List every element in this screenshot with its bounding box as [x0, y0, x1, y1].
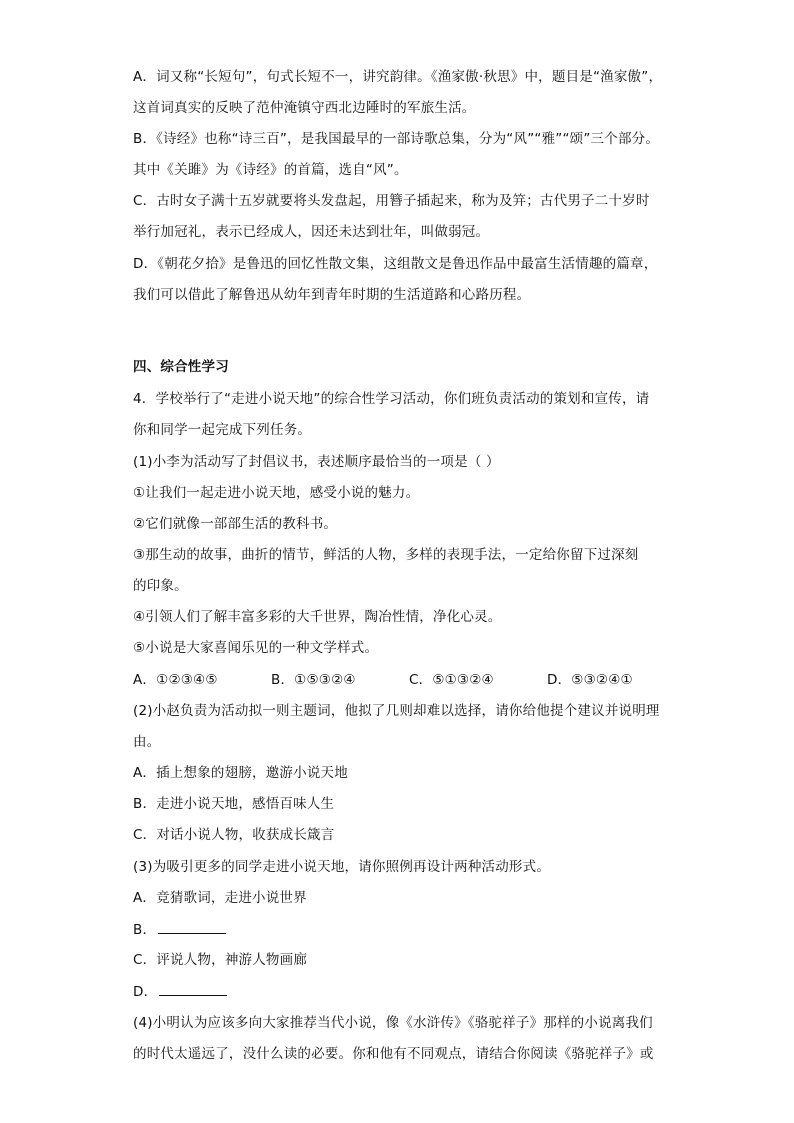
option-c-line-2: 举行加冠礼，表示已经成人，因还未达到壮年，叫做弱冠。: [133, 224, 490, 240]
option-a-line-2: 这首词真实的反映了范仲淹镇守西北边陲时的军旅生活。: [133, 100, 476, 116]
sentence-3-line-2: 的印象。: [133, 578, 188, 594]
sub-question-1-prompt: (1)小李为活动写了封倡议书，表述顺序最恰当的一项是（ ）: [133, 454, 500, 470]
sub-question-4-line-2: 的时代太遥远了，没什么读的必要。你和他有不同观点，请结合你阅读《骆驼祥子》或: [133, 1046, 654, 1062]
theme-option-c: C．对话小说人物，收获成长箴言: [133, 827, 335, 843]
activity-option-c: C．评说人物，神游人物画廊: [133, 952, 308, 968]
question-4-line-2: 你和同学一起完成下列任务。: [133, 422, 312, 438]
theme-option-a: A．插上想象的翅膀，邀游小说天地: [133, 765, 348, 781]
option-c-line-1: C．古时女子满十五岁就要将头发盘起，用簪子插起来，称为及笄；古代男子二十岁时: [133, 193, 650, 209]
sub-question-4-line-1: (4)小明认为应该多向大家推荐当代小说，像《水浒传》《骆驼祥子》那样的小说离我们: [133, 1015, 653, 1031]
sentence-5: ⑤小说是大家喜闻乐见的一种文学样式。: [133, 640, 379, 656]
activity-option-d-label: D．: [133, 984, 158, 1000]
answer-blank-d[interactable]: [159, 981, 227, 996]
activity-option-a: A．竞猜歌词，走进小说世界: [133, 890, 307, 906]
question-4-line-1: 4．学校举行了“走进小说天地”的综合性学习活动，你们班负责活动的策划和宣传，请: [133, 391, 650, 407]
answer-blank-b[interactable]: [158, 919, 226, 934]
sentence-1: ①让我们一起走进小说天地，感受小说的魅力。: [133, 485, 420, 501]
option-a-line-1: A．词又称“长短句”，句式长短不一，讲究韵律。《渔家傲·秋思》中，题目是“渔家傲”，: [133, 69, 663, 85]
sentence-3-line-1: ③那生动的故事，曲折的情节，鲜活的人物，多样的表现手法，一定给你留下过深刻: [133, 547, 639, 563]
theme-option-b: B．走进小说天地，感悟百味人生: [133, 796, 335, 812]
choice-options-row: [133, 670, 673, 690]
choice-option-c: C．⑤①③②④: [409, 672, 494, 688]
choice-option-d: D．⑤③②④①: [547, 672, 633, 688]
choice-option-b: B．①⑤③②④: [271, 672, 356, 688]
activity-option-d: [133, 981, 673, 1002]
option-b-line-1: B．《诗经》也称“诗三百”，是我国最早的一部诗歌总集，分为“风”“雅”“颂”三个部分。: [133, 131, 660, 147]
activity-option-b-label: B．: [133, 922, 157, 938]
sub-question-3-prompt: (3)为吸引更多的同学走进小说天地，请你照例再设计两种活动形式。: [133, 859, 551, 875]
sub-question-2-prompt-line-1: (2)小赵负责为活动拟一则主题词，他拟了几则却难以选择，请你给他提个建议并说明理: [133, 703, 660, 719]
option-d-line-2: 我们可以借此了解鲁迅从幼年到青年时期的生活道路和心路历程。: [133, 287, 531, 303]
option-b-line-2: 其中《关雎》为《诗经》的首篇，选自“风”。: [133, 162, 408, 178]
option-d-line-1: D．《朝花夕拾》是鲁迅的回忆性散文集，这组散文是鲁迅作品中最富生活情趣的篇章，: [133, 256, 658, 272]
choice-option-a: A．①②③④⑤: [133, 672, 218, 688]
sentence-2: ②它们就像一部部生活的教科书。: [133, 516, 338, 532]
sub-question-2-prompt-line-2: 由。: [133, 734, 161, 750]
section-heading: 四、综合性学习: [133, 359, 229, 375]
activity-option-b: [133, 919, 673, 940]
sentence-4: ④引领人们了解丰富多彩的大千世界，陶冶性情，净化心灵。: [133, 609, 502, 625]
